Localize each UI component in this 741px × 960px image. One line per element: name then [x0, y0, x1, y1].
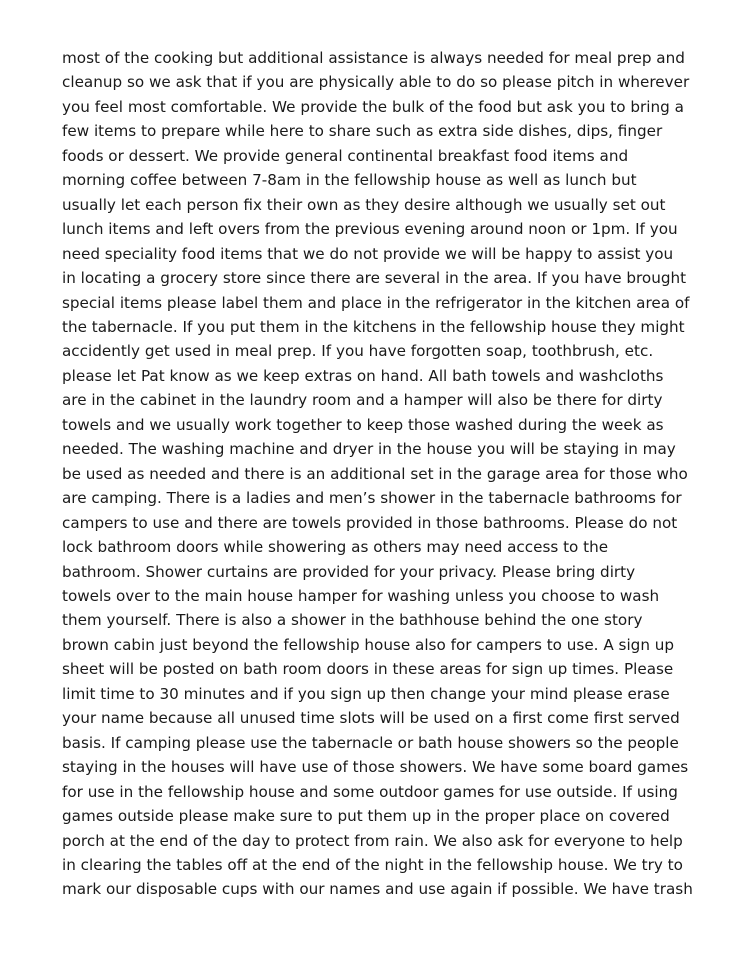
body-text: [62, 46, 732, 902]
text-line: are camping. There is a ladies and men’s shower in the tabernacle bathrooms for: [62, 489, 682, 508]
text-line: needed. The washing machine and dryer in the house you will be staying in may: [62, 440, 676, 459]
text-line: special items please label them and place in the refrigerator in the kitchen area of: [62, 293, 690, 312]
text-line: accidently get used in meal prep. If you have forgotten soap, toothbrush, etc.: [62, 342, 654, 361]
text-line: foods or dessert. We provide general continental breakfast food items and: [62, 146, 629, 165]
text-line: towels over to the main house hamper for washing unless you choose to wash: [62, 586, 660, 605]
text-line: usually let each person fix their own as they desire although we usually set out: [62, 195, 666, 214]
text-line: limit time to 30 minutes and if you sign up then change your mind please erase: [62, 684, 670, 703]
text-line: morning coffee between 7-8am in the fellowship house as well as lunch but: [62, 171, 637, 190]
text-line: them yourself. There is also a shower in the bathhouse behind the one story: [62, 611, 643, 630]
text-line: in locating a grocery store since there are several in the area. If you have brought: [62, 269, 687, 288]
text-line: games outside please make sure to put them up in the proper place on covered: [62, 807, 670, 826]
text-line: lock bathroom doors while showering as others may need access to the: [62, 538, 609, 557]
text-line: are in the cabinet in the laundry room and a hamper will also be there for dirty: [62, 391, 663, 410]
text-line: please let Pat know as we keep extras on hand. All bath towels and washcloths: [62, 366, 664, 385]
text-line: the tabernacle. If you put them in the kitchens in the fellowship house they might: [62, 317, 685, 336]
text-line: staying in the houses will have use of those showers. We have some board games: [62, 758, 689, 777]
text-line: brown cabin just beyond the fellowship house also for campers to use. A sign up: [62, 635, 675, 654]
text-line: lunch items and left overs from the previous evening around noon or 1pm. If you: [62, 220, 678, 239]
text-line: few items to prepare while here to share such as extra side dishes, dips, finger: [62, 122, 663, 141]
text-line: porch at the end of the day to protect from rain. We also ask for everyone to help: [62, 831, 683, 850]
text-line: campers to use and there are towels provided in those bathrooms. Please do not: [62, 513, 678, 532]
text-line: most of the cooking but additional assistance is always needed for meal prep and: [62, 49, 685, 67]
text-line: sheet will be posted on bath room doors in these areas for sign up times. Please: [62, 660, 674, 679]
text-line: be used as needed and there is an additional set in the garage area for those who: [62, 464, 688, 483]
text-line: basis. If camping please use the tabernacle or bath house showers so the people: [62, 733, 679, 752]
text-line: cleanup so we ask that if you are physically able to do so please pitch in wherever: [62, 73, 690, 92]
text-line: bathroom. Shower curtains are provided for your privacy. Please bring dirty: [62, 562, 636, 581]
text-line: for use in the fellowship house and some outdoor games for use outside. If using: [62, 782, 678, 801]
text-line: need speciality food items that we do not provide we will be happy to assist you: [62, 244, 674, 263]
text-line: mark our disposable cups with our names and use again if possible. We have trash: [62, 880, 693, 899]
text-line: your name because all unused time slots will be used on a first come first served: [62, 709, 680, 728]
text-line: in clearing the tables off at the end of the night in the fellowship house. We try to: [62, 855, 683, 874]
text-line: you feel most comfortable. We provide the bulk of the food but ask you to bring a: [62, 97, 684, 116]
text-line: towels and we usually work together to keep those washed during the week as: [62, 415, 664, 434]
